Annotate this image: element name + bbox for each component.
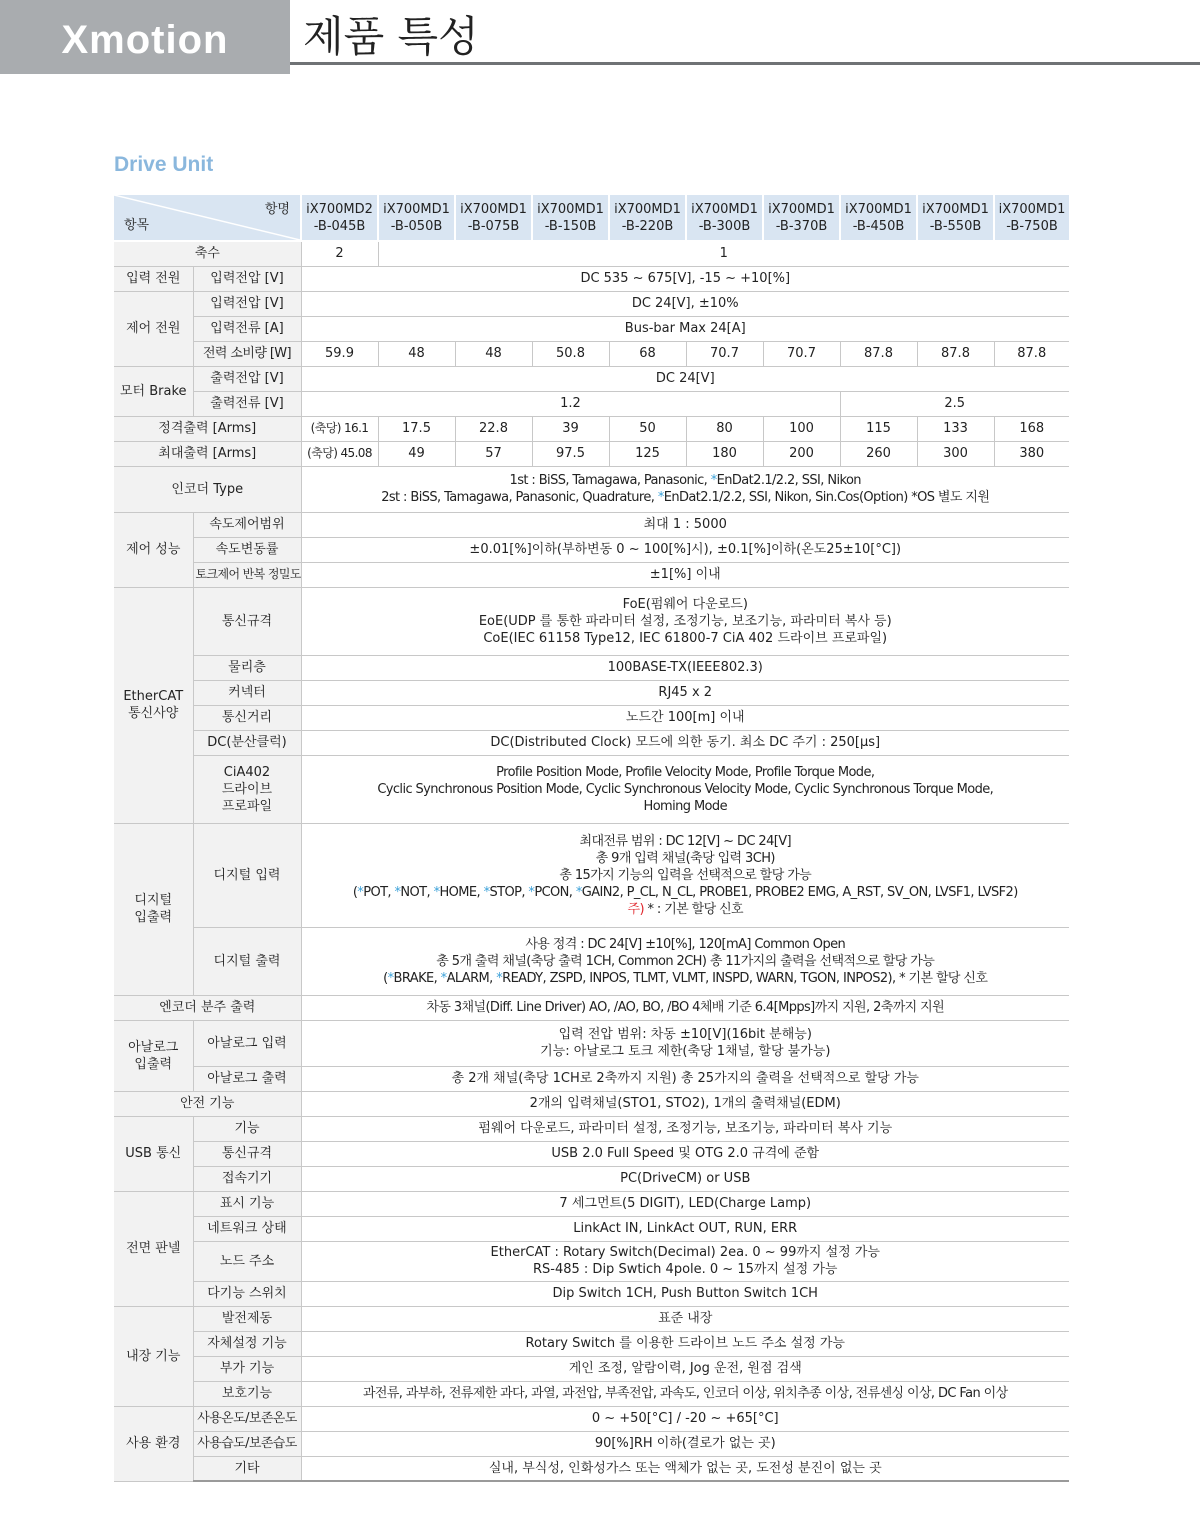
row-label: 축수 — [114, 241, 301, 266]
category-label: 전면 판넬 — [114, 1191, 193, 1306]
model-header: iX700MD1 -B-370B — [763, 195, 840, 241]
cell: PC(DriveCM) or USB — [301, 1166, 1069, 1191]
category-label: 내장 기능 — [114, 1306, 193, 1406]
model-header: iX700MD1 -B-150B — [532, 195, 609, 241]
table-row — [114, 291, 1069, 316]
row-label: 아날로그 입력 — [193, 1020, 301, 1066]
page-header — [0, 0, 1200, 74]
row-label: 네트워크 상태 — [193, 1216, 301, 1241]
cell: (축당) 45.08 — [301, 441, 378, 466]
cell: 200 — [763, 441, 840, 466]
row-label: 전력 소비량 [W] — [193, 341, 301, 366]
table-row — [114, 1141, 1069, 1166]
row-label: 통신규격 — [193, 1141, 301, 1166]
row-label: 엔코더 분주 출력 — [114, 995, 301, 1020]
cell: ±1[%] 이내 — [301, 562, 1069, 587]
model-header: iX700MD1 -B-750B — [994, 195, 1069, 241]
cell: 260 — [840, 441, 917, 466]
cell: 2 — [301, 241, 378, 266]
table-row — [114, 241, 1069, 266]
row-label: 사용습도/보존습도 — [193, 1431, 301, 1456]
cell: 133 — [917, 416, 994, 441]
cell: DC 535 ~ 675[V], -15 ~ +10[%] — [301, 266, 1069, 291]
cell: USB 2.0 Full Speed 및 OTG 2.0 규격에 준함 — [301, 1141, 1069, 1166]
cell: 57 — [455, 441, 532, 466]
row-label: 디지털 입력 — [193, 823, 301, 927]
table-row — [114, 366, 1069, 391]
table-row — [114, 680, 1069, 705]
cell: 최대전류 범위 : DC 12[V] ~ DC 24[V] 총 9개 입력 채널(축당 입력 3CH) 총 15가지 기능의 입력을 선택적으로 할당 가능 (*POT, *NOT, *HOME, *STOP, *PCON, *GAIN2, P_CL, N_CL, PROBE1, PROBE2 EMG, A_RST, SV_ON, LVSF1, LVSF2) 주) * : 기본 할당 신호 — [301, 823, 1069, 927]
cell: LinkAct IN, LinkAct OUT, RUN, ERR — [301, 1216, 1069, 1241]
cell: ±0.01[%]이하(부하변동 0 ~ 100[%]시), ±0.1[%]이하(온도25±10[°C]) — [301, 537, 1069, 562]
model-header: iX700MD2 -B-045B — [301, 195, 378, 241]
category-label: 제어 성능 — [114, 512, 193, 587]
cell: 표준 내장 — [301, 1306, 1069, 1331]
table-row — [114, 1306, 1069, 1331]
cell: 50 — [609, 416, 686, 441]
row-label: 출력전압 [V] — [193, 366, 301, 391]
cell: 과전류, 과부하, 전류제한 과다, 과열, 과전압, 부족전압, 과속도, 인코더 이상, 위치추종 이상, 전류센싱 이상, DC Fan 이상 — [301, 1381, 1069, 1406]
corner-top-label: 항명 — [264, 202, 290, 217]
row-label: DC(분산클럭) — [193, 730, 301, 755]
cell: 22.8 — [455, 416, 532, 441]
cell: EtherCAT : Rotary Switch(Decimal) 2ea. 0 ~ 99까지 설정 가능 RS-485 : Dip Swtich 4pole. 0 ~ 15까지 설정 가능 — [301, 1241, 1069, 1281]
row-label: 디지털 출력 — [193, 927, 301, 995]
section-title: Drive Unit — [114, 153, 214, 176]
row-label: 통신규격 — [193, 587, 301, 655]
cell: 48 — [455, 341, 532, 366]
cell: 실내, 부식성, 인화성가스 또는 액체가 없는 곳, 도전성 분진이 없는 곳 — [301, 1456, 1069, 1481]
cell: 노드간 100[m] 이내 — [301, 705, 1069, 730]
cell: 1st : BiSS, Tamagawa, Panasonic, *EnDat2.1/2.2, SSI, Nikon 2st : BiSS, Tamagawa, Panasonic, Quadrature, *EnDat2.1/2.2, SSI, Nikon, Sin.Cos(Option) *OS 별도 지원 — [301, 466, 1069, 512]
cell: 100 — [763, 416, 840, 441]
table-row — [114, 512, 1069, 537]
row-label: 기능 — [193, 1116, 301, 1141]
table-row — [114, 587, 1069, 655]
row-label: 출력전류 [V] — [193, 391, 301, 416]
cell: 115 — [840, 416, 917, 441]
cell: 0 ~ +50[°C] / -20 ~ +65[°C] — [301, 1406, 1069, 1431]
row-label: 입력전류 [A] — [193, 316, 301, 341]
table-row — [114, 1166, 1069, 1191]
brand-logo: Xmotion — [61, 17, 229, 62]
table-row — [114, 1241, 1069, 1281]
row-label: 아날로그 출력 — [193, 1066, 301, 1091]
row-label: 기타 — [193, 1456, 301, 1481]
cell: 50.8 — [532, 341, 609, 366]
table-header-row — [114, 195, 1069, 241]
table-row — [114, 316, 1069, 341]
row-label: 부가 기능 — [193, 1356, 301, 1381]
cell: 49 — [378, 441, 455, 466]
table-row — [114, 1191, 1069, 1216]
cell: 380 — [994, 441, 1069, 466]
cell: 48 — [378, 341, 455, 366]
row-label: 입력전압 [V] — [193, 291, 301, 316]
table-row — [114, 1356, 1069, 1381]
cell: 70.7 — [686, 341, 763, 366]
category-label: EtherCAT 통신사양 — [114, 587, 193, 823]
cell: 68 — [609, 341, 686, 366]
cell: 사용 정격 : DC 24[V] ±10[%], 120[mA] Common Open 총 5개 출력 채널(축당 출력 1CH, Common 2CH) 총 11가지의 출력을 선택적으로 할당 가능 (*BRAKE, *ALARM, *READY, ZSPD, INPOS, TLMT, VLMT, INSPD, WARN, TGON, INPOS2), * 기본 할당 신호 — [301, 927, 1069, 995]
cell: 39 — [532, 416, 609, 441]
row-label: 속도변동률 — [193, 537, 301, 562]
table-row — [114, 655, 1069, 680]
cell: 70.7 — [763, 341, 840, 366]
row-label: 접속기기 — [193, 1166, 301, 1191]
row-label: 사용온도/보존온도 — [193, 1406, 301, 1431]
table-row — [114, 1381, 1069, 1406]
cell: 100BASE-TX(IEEE802.3) — [301, 655, 1069, 680]
cell: RJ45 x 2 — [301, 680, 1069, 705]
cell: 87.8 — [994, 341, 1069, 366]
table-row — [114, 927, 1069, 995]
cell: Profile Position Mode, Profile Velocity Mode, Profile Torque Mode, Cyclic Synchronous Position Mode, Cyclic Synchronous Velocity Mode, Cyclic Synchronous Torque Mode, Homing Mode — [301, 755, 1069, 823]
cell: (축당) 16.1 — [301, 416, 378, 441]
model-header: iX700MD1 -B-450B — [840, 195, 917, 241]
cell: 180 — [686, 441, 763, 466]
category-label: 아날로그 입출력 — [114, 1020, 193, 1091]
row-label: 최대출력 [Arms] — [114, 441, 301, 466]
table-row — [114, 466, 1069, 512]
table-row — [114, 341, 1069, 366]
model-header: iX700MD1 -B-050B — [378, 195, 455, 241]
header-divider — [290, 62, 1200, 65]
row-label: 커넥터 — [193, 680, 301, 705]
cell: 1 — [378, 241, 1069, 266]
table-row — [114, 562, 1069, 587]
model-header: iX700MD1 -B-300B — [686, 195, 763, 241]
cell: 87.8 — [840, 341, 917, 366]
cell: 게인 조정, 알람이력, Jog 운전, 원점 검색 — [301, 1356, 1069, 1381]
table-row — [114, 1281, 1069, 1306]
row-label: 속도제어범위 — [193, 512, 301, 537]
corner-bottom-label: 항목 — [124, 218, 150, 233]
table-row — [114, 391, 1069, 416]
category-label: 제어 전원 — [114, 291, 193, 366]
cell: 2.5 — [840, 391, 1069, 416]
category-label: 사용 환경 — [114, 1406, 193, 1481]
cell: 97.5 — [532, 441, 609, 466]
table-row — [114, 1406, 1069, 1431]
cell: Bus-bar Max 24[A] — [301, 316, 1069, 341]
cell: 17.5 — [378, 416, 455, 441]
cell: DC 24[V] — [301, 366, 1069, 391]
row-label: CiA402 드라이브 프로파일 — [193, 755, 301, 823]
row-label: 보호기능 — [193, 1381, 301, 1406]
cell: 87.8 — [917, 341, 994, 366]
spec-table — [114, 195, 1069, 1482]
table-row — [114, 705, 1069, 730]
table-row — [114, 823, 1069, 927]
category-label: USB 통신 — [114, 1116, 193, 1191]
row-label: 표시 기능 — [193, 1191, 301, 1216]
brand-box — [0, 0, 290, 74]
cell: 80 — [686, 416, 763, 441]
table-row — [114, 441, 1069, 466]
row-label: 발전제동 — [193, 1306, 301, 1331]
row-label: 다기능 스위치 — [193, 1281, 301, 1306]
cell: DC(Distributed Clock) 모드에 의한 동기. 최소 DC 주기 : 250[μs] — [301, 730, 1069, 755]
table-row — [114, 995, 1069, 1020]
cell: 펌웨어 다운로드, 파라미터 설정, 조정기능, 보조기능, 파라미터 복사 기능 — [301, 1116, 1069, 1141]
category-label: 모터 Brake — [114, 366, 193, 416]
row-label: 통신거리 — [193, 705, 301, 730]
corner-cell — [114, 195, 301, 241]
row-label: 자체설정 기능 — [193, 1331, 301, 1356]
table-row — [114, 1020, 1069, 1066]
cell: DC 24[V], ±10% — [301, 291, 1069, 316]
table-row — [114, 537, 1069, 562]
row-label: 인코더 Type — [114, 466, 301, 512]
table-row — [114, 755, 1069, 823]
cell: 7 세그먼트(5 DIGIT), LED(Charge Lamp) — [301, 1191, 1069, 1216]
page-title: 제품 특성 — [303, 12, 479, 61]
category-label: 입력 전원 — [114, 266, 193, 291]
cell: 1.2 — [301, 391, 840, 416]
table-row — [114, 1331, 1069, 1356]
table-row — [114, 416, 1069, 441]
cell: 2개의 입력채널(STO1, STO2), 1개의 출력채널(EDM) — [301, 1091, 1069, 1116]
cell: 300 — [917, 441, 994, 466]
table-row — [114, 730, 1069, 755]
row-label: 물리층 — [193, 655, 301, 680]
row-label: 입력전압 [V] — [193, 266, 301, 291]
cell: Rotary Switch 를 이용한 드라이브 노드 주소 설정 가능 — [301, 1331, 1069, 1356]
model-header: iX700MD1 -B-220B — [609, 195, 686, 241]
row-label: 노드 주소 — [193, 1241, 301, 1281]
row-label: 토크제어 반복 정밀도 — [193, 562, 301, 587]
cell: 총 2개 채널(축당 1CH로 2축까지 지원) 총 25가지의 출력을 선택적으로 할당 가능 — [301, 1066, 1069, 1091]
table-row — [114, 266, 1069, 291]
cell: 168 — [994, 416, 1069, 441]
cell: 125 — [609, 441, 686, 466]
table-row — [114, 1456, 1069, 1481]
cell: Dip Switch 1CH, Push Button Switch 1CH — [301, 1281, 1069, 1306]
cell: 입력 전압 범위: 차동 ±10[V](16bit 분해능) 기능: 아날로그 토크 제한(축당 1채널, 할당 불가능) — [301, 1020, 1069, 1066]
cell: FoE(펌웨어 다운로드) EoE(UDP 를 통한 파라미터 설정, 조정기능, 보조기능, 파라미터 복사 등) CoE(IEC 61158 Type12, IEC 61800-7 CiA 402 드라이브 프로파일) — [301, 587, 1069, 655]
row-label: 정격출력 [Arms] — [114, 416, 301, 441]
table-row — [114, 1066, 1069, 1091]
cell: 90[%]RH 이하(결로가 없는 곳) — [301, 1431, 1069, 1456]
model-header: iX700MD1 -B-075B — [455, 195, 532, 241]
table-row — [114, 1431, 1069, 1456]
category-label: 디지털 입출력 — [114, 823, 193, 995]
table-row — [114, 1116, 1069, 1141]
cell: 차동 3채널(Diff. Line Driver) AO, /AO, BO, /BO 4체배 기준 6.4[Mpps]까지 지원, 2축까지 지원 — [301, 995, 1069, 1020]
cell: 최대 1 : 5000 — [301, 512, 1069, 537]
row-label: 안전 기능 — [114, 1091, 301, 1116]
table-row — [114, 1216, 1069, 1241]
table-row — [114, 1091, 1069, 1116]
model-header: iX700MD1 -B-550B — [917, 195, 994, 241]
cell: 59.9 — [301, 341, 378, 366]
